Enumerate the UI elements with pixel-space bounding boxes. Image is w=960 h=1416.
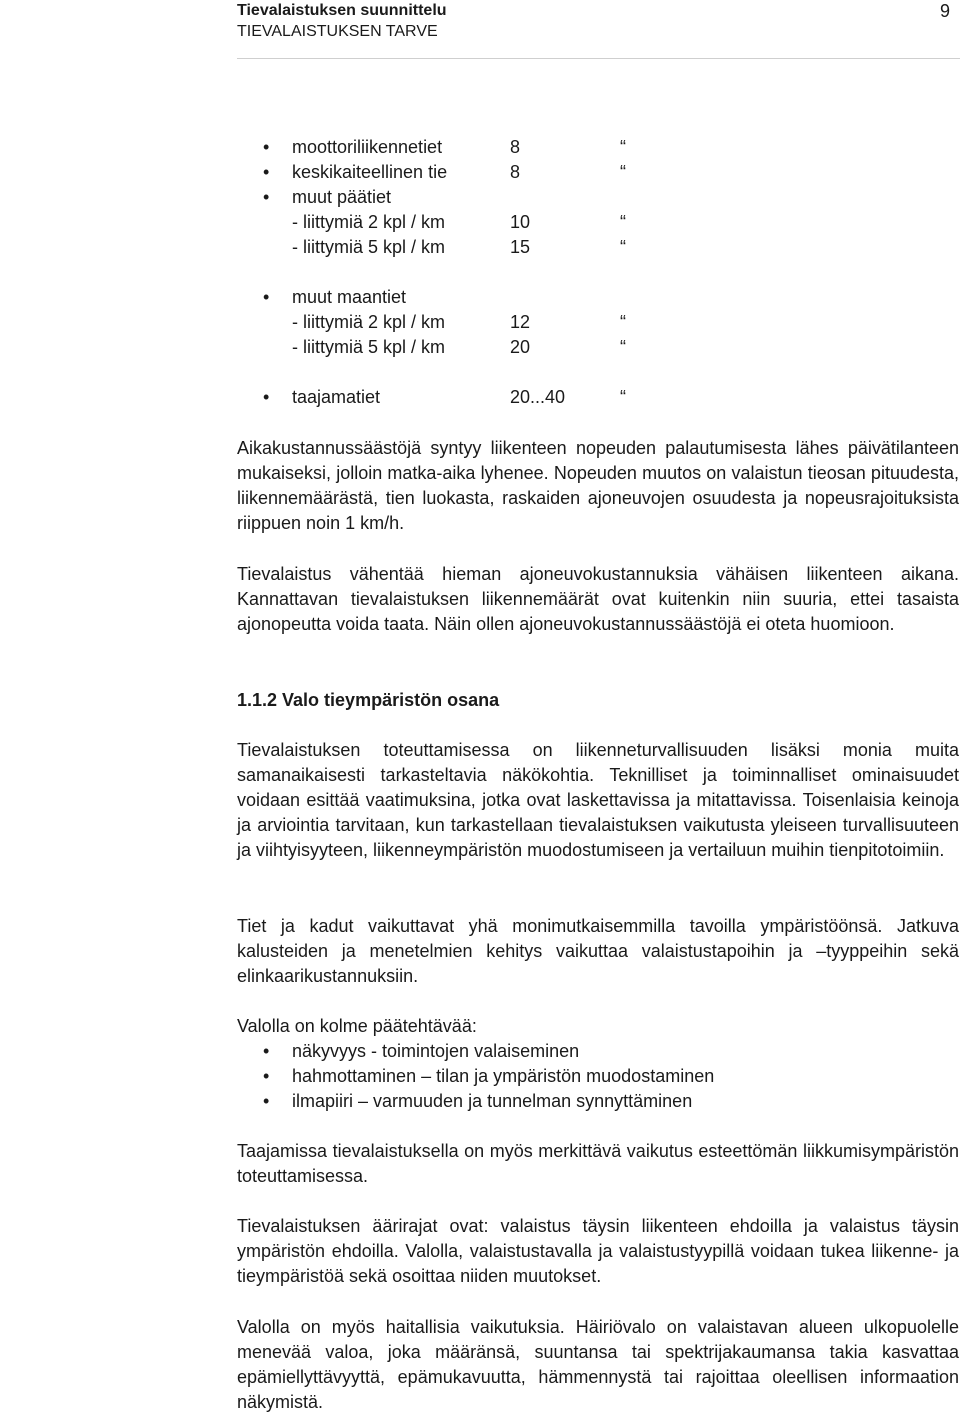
road-type-label: - liittymiä 2 kpl / km xyxy=(292,212,446,232)
running-subtitle: TIEVALAISTUKSEN TARVE xyxy=(237,23,438,40)
ditto-mark: “ xyxy=(620,237,626,257)
page-header xyxy=(237,0,960,59)
ditto-mark: “ xyxy=(620,137,626,157)
speed-value: 10 xyxy=(510,212,531,232)
list-item xyxy=(263,160,683,185)
bullet: • xyxy=(263,137,270,157)
ditto-mark: “ xyxy=(620,337,626,357)
ditto-mark: “ xyxy=(620,312,626,332)
speed-value: 8 xyxy=(510,137,521,157)
list-item xyxy=(263,210,683,235)
ditto-mark: “ xyxy=(620,162,626,182)
speed-value: 15 xyxy=(510,237,531,257)
section-heading: 1.1.2 Valo tieympäristön osana xyxy=(237,690,500,710)
road-type-label: muut maantiet xyxy=(292,287,407,307)
paragraph-roads: Tiet ja kadut vaikuttavat yhä monimutkaisemmilla tavoilla ympäristöönsä. Jatkuva kalusteiden ja menetelmien kehitys vaikuttaa valaistustapoihin ja –tyyppeihin sekä elinkaarikustannuksiin. xyxy=(237,916,959,986)
bullet: • xyxy=(263,162,270,182)
paragraph-considerations: Tievalaistuksen toteuttamisessa on liikenneturvallisuuden lisäksi monia muita samanaikaisesti tarkasteltavia näkökohtia. Teknilliset ja toiminnalliset ominaisuudet voidaan esittää vaatimuksina, jotka ovat laskettavissa ja mitattavissa. Toisenlaisia keinoja ja arviointia tarvitaan, kun tarkastellaan tievalaistuksen vaikutusta yleiseen turvallisuuteen ja viihtyisyyteen, liikenneympäristön muodostumiseen ja vertailuun muihin tienpitotoimiin. xyxy=(237,740,959,860)
road-type-label: moottoriliikennetiet xyxy=(292,137,443,157)
list-item xyxy=(263,135,683,160)
paragraph-glare: Valolla on myös haitallisia vaikutuksia. Häiriövalo on valaistavan alueen ulkopuolelle menevää valoa, joka määränsä, suuntansa tai spektrijakaumansa takia kasvattaa epämiellyttävyyttä, epämukavuutta, hämmennystä tai rajoittaa oleellisen informaation näkymistä. xyxy=(237,1317,959,1412)
task-text: hahmottaminen – tilan ja ympäristön muodostaminen xyxy=(292,1066,715,1086)
paragraph-vehicle-costs: Tievalaistus vähentää hieman ajoneuvokustannuksia vähäisen liikenteen aikana. Kannattavan tievalaistuksen liikennemäärät ovat kuitenkin niin suuria, ettei tasaista ajonopeutta voida taata. Näin ollen ajoneuvokustannussäästöjä ei oteta huomioon. xyxy=(237,564,959,634)
speed-value: 20 xyxy=(510,337,531,357)
list-item xyxy=(263,335,683,360)
bullet: • xyxy=(263,1066,270,1086)
list-item xyxy=(263,1039,943,1064)
list-item xyxy=(263,1089,943,1114)
tasks-list xyxy=(263,1039,943,1114)
road-type-label: muut päätiet xyxy=(292,187,392,207)
paragraph-accessibility: Taajamissa tievalaistuksella on myös merkittävä vaikutus esteettömän liikkumisympäristön toteuttamisessa. xyxy=(237,1141,959,1186)
road-type-label: keskikaiteellinen tie xyxy=(292,162,448,182)
running-title: Tievalaistuksen suunnittelu xyxy=(237,2,447,19)
speed-change-list xyxy=(263,135,683,410)
bullet: • xyxy=(263,1091,270,1111)
task-text: näkyvyys - toimintojen valaiseminen xyxy=(292,1041,580,1061)
road-type-label: taajamatiet xyxy=(292,387,381,407)
road-type-label: - liittymiä 2 kpl / km xyxy=(292,312,446,332)
list-item xyxy=(263,185,683,210)
paragraph-extremes: Tievalaistuksen äärirajat ovat: valaistus täysin liikenteen ehdoilla ja valaistus täysin ympäristön ehdoilla. Valolla, valaistustavalla ja valaistustyypillä voidaan tukea liikenne- ja tieympäristöä sekä osoittaa niiden muutokset. xyxy=(237,1216,959,1286)
bullet: • xyxy=(263,187,270,207)
ditto-mark: “ xyxy=(620,387,626,407)
task-text: ilmapiiri – varmuuden ja tunnelman synnyttäminen xyxy=(292,1091,693,1111)
bullet: • xyxy=(263,287,270,307)
road-type-label: - liittymiä 5 kpl / km xyxy=(292,337,446,357)
list-item xyxy=(263,1064,943,1089)
page-number: 9 xyxy=(939,1,950,21)
list-item xyxy=(263,385,683,410)
speed-value: 8 xyxy=(510,162,521,182)
list-item xyxy=(263,235,683,260)
speed-value: 20...40 xyxy=(510,387,566,407)
speed-value: 12 xyxy=(510,312,531,332)
paragraph-tasks-intro: Valolla on kolme päätehtävää: xyxy=(237,1016,477,1036)
road-type-label: - liittymiä 5 kpl / km xyxy=(292,237,446,257)
paragraph-time-savings: Aikakustannussäästöjä syntyy liikenteen nopeuden palautumisesta lähes päivätilanteen mukaiseksi, jolloin matka-aika lyhenee. Nopeuden muutos on valaistun tieosan pituudesta, liikennemäärästä, tien luokasta, raskaiden ajoneuvojen osuudesta ja nopeusrajoituksista riippuen noin 1 km/h. xyxy=(237,438,959,533)
ditto-mark: “ xyxy=(620,212,626,232)
list-item xyxy=(263,310,683,335)
list-item xyxy=(263,285,683,310)
bullet: • xyxy=(263,387,270,407)
bullet: • xyxy=(263,1041,270,1061)
